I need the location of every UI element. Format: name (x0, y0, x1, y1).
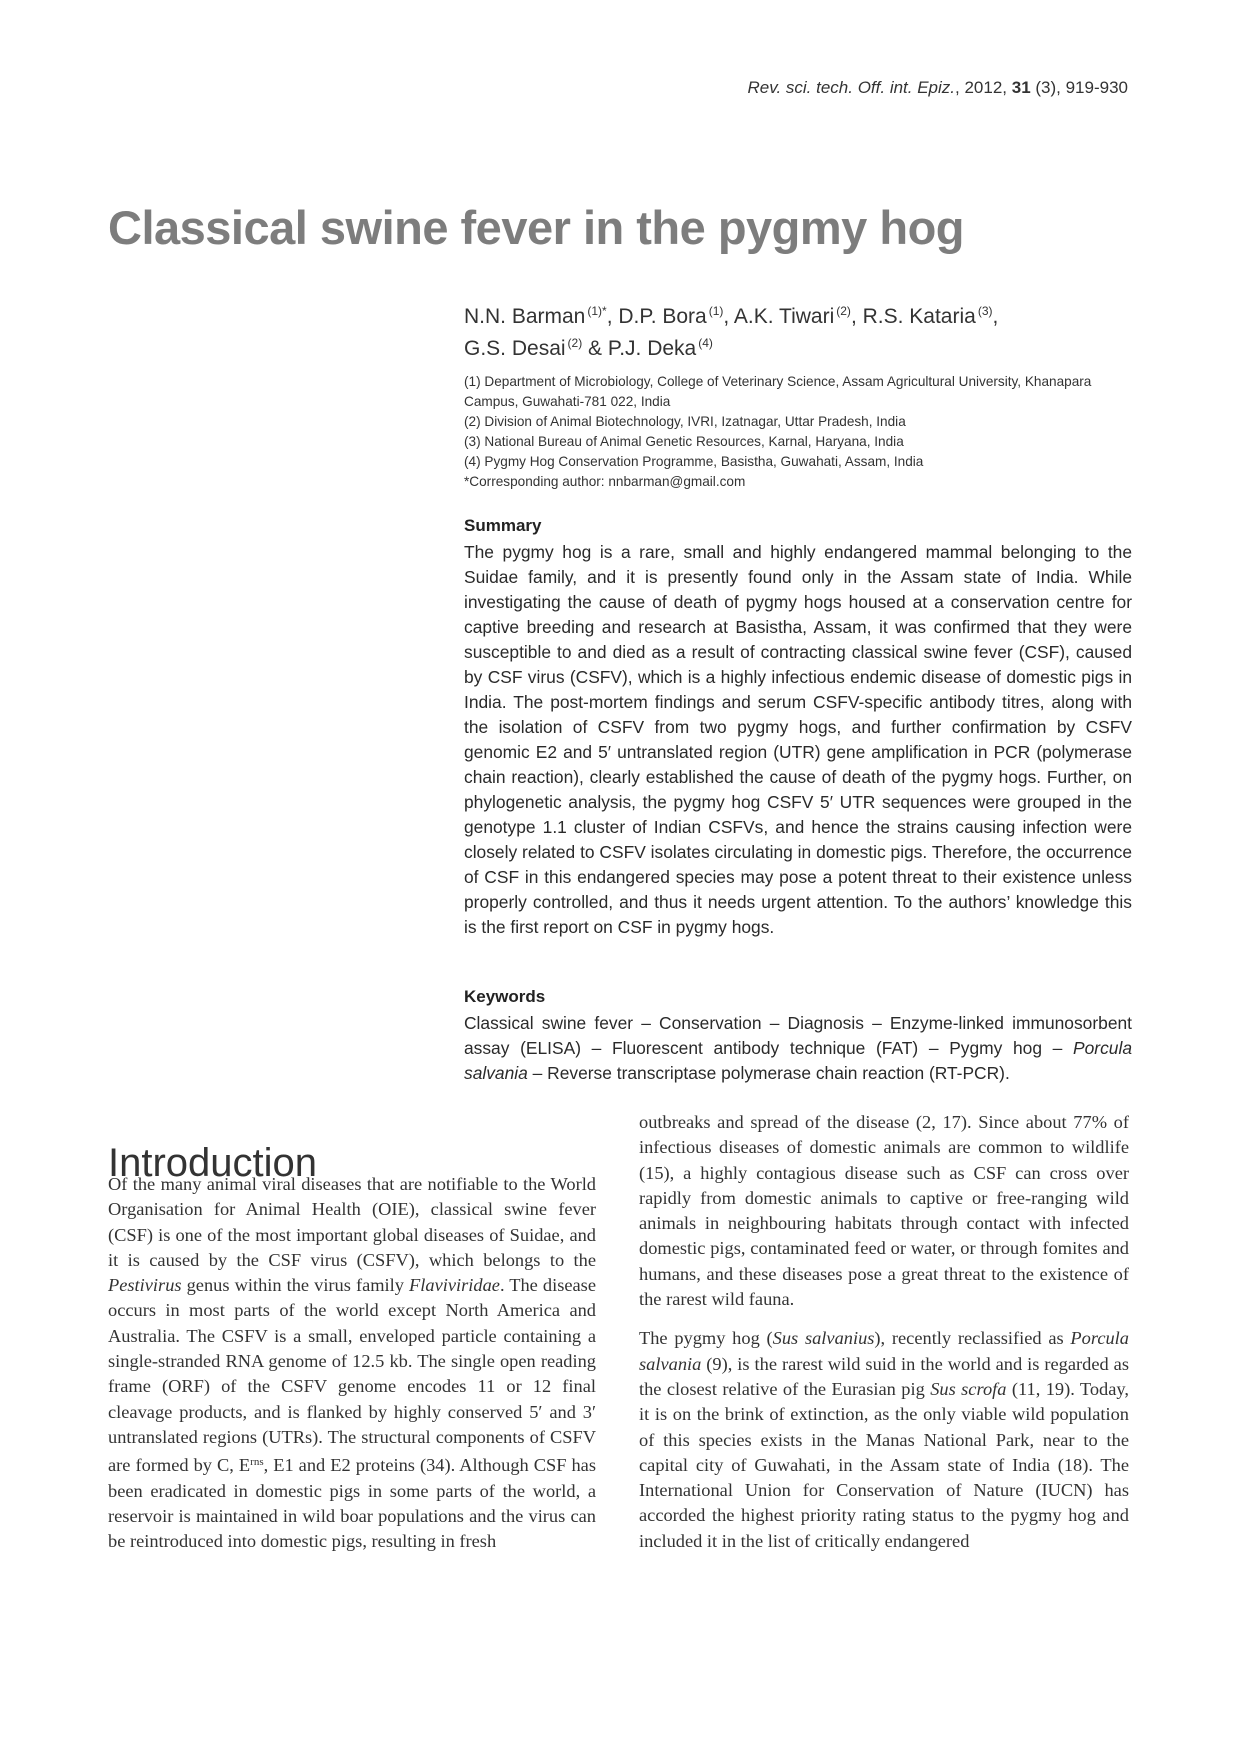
body-column-right (639, 1110, 1129, 1568)
summary-heading: Summary (464, 516, 542, 535)
author-name: N.N. Barman (464, 305, 586, 328)
keywords-text (464, 1011, 1132, 1086)
affiliation-line: Campus, Guwahati-781 022, India (464, 394, 671, 409)
author-name: , A.K. Tiwari (723, 305, 835, 328)
affiliation-line: (3) National Bureau of Animal Genetic Resources, Karnal, Haryana, India (464, 434, 904, 449)
author-affiliation-mark: (2) (567, 336, 583, 350)
body-paragraph (639, 1326, 1129, 1554)
italic-term: Flaviviridae (409, 1275, 500, 1296)
keywords-part: – Reverse transcriptase polymerase chain reaction (RT-PCR). (527, 1063, 1010, 1083)
body-column-left (108, 1172, 596, 1568)
corresponding-author: *Corresponding author: nnbarman@gmail.com (464, 474, 746, 489)
text-run: , E1 and E2 proteins (34). Although CSF has been eradicated in domestic pigs in some parts of the world, a reservoir is maintained in wild boar populations and the virus can be reintroduced into domestic pigs, resulting in fresh (108, 1455, 597, 1552)
author-affiliation-mark: (1) (708, 304, 724, 318)
text-run: (9), is the rarest wild suid in the world and is regarded as the closest relative of the Eurasian pig (639, 1353, 1129, 1399)
author-name: , D.P. Bora (606, 305, 707, 328)
author-affiliation-mark: (4) (698, 336, 713, 350)
author-list (464, 298, 1144, 362)
author-name: & P.J. Deka (582, 337, 697, 360)
journal-year: , 2012, (955, 78, 1012, 97)
author-name: G.S. Desai (464, 337, 566, 360)
author-name: , R.S. Kataria (850, 305, 976, 328)
italic-term: Sus scrofa (930, 1378, 1007, 1399)
text-run: Of the many animal viral diseases that are notifiable to the World Organisation for Animal Health (OIE), classical swine fever (CSF) is one of the most important global diseases of Suidae, and it is caused by the CSF virus (CSFV), which belongs to the (108, 1174, 596, 1270)
article-title: Classical swine fever in the pygmy hog (108, 201, 965, 254)
keyword-species: Porcula salvania (464, 1038, 1132, 1083)
keywords-part: Classical swine fever – Conservation – Diagnosis – Enzyme-linked immunosorbent assay (ELISA) – Fluorescent antibody technique (FAT) – Pygmy hog – (464, 1013, 1132, 1058)
body-paragraph: outbreaks and spread of the disease (2, 17). Since about 77% of infectious diseases of domestic animals are common to wildlife (15), a highly contagious disease such as CSF can cross over rapidly from domestic animals to captive or free-ranging wild animals in neighbouring habitats through contact with infected domestic pigs, contaminated feed or water, or through fomites and humans, and these diseases pose a great threat to the existence of the rarest wild fauna. (639, 1112, 1129, 1310)
superscript: rns (250, 1456, 264, 1469)
author-affiliation-mark: (1)* (587, 304, 607, 318)
italic-term: Pestivirus (108, 1275, 182, 1296)
text-run: . The disease occurs in most parts of the world except North America and Australia. The CSFV is a small, enveloped particle containing a single-stranded RNA genome of 12.5 kb. The single open reading frame (ORF) of the CSFV genome encodes 11 or 12 final cleavage products, and is flanked by highly conserved 5′ and 3′ untranslated regions (UTRs). The structural components of CSFV are formed by C, E (108, 1275, 596, 1476)
author-affiliation-mark: (2) (836, 304, 851, 318)
text-run: (11, 19). Today, it is on the brink of extinction, as the only viable wild population of this species exists in the Manas National Park, near to the capital city of Guwahati, in the Assam state of India (18). The International Union for Conservation of Nature (IUCN) has accorded the highest priority rating status to the pygmy hog and included it in the list of critically endangered (639, 1378, 1130, 1551)
summary-text: The pygmy hog is a rare, small and highly endangered mammal belonging to the Suidae family, and it is presently found only in the Assam state of India. While investigating the cause of death of pygmy hogs housed at a conservation centre for captive breeding and research at Basistha, Assam, it was confirmed that they were susceptible to and died as a result of contracting classical swine fever (CSF), caused by CSF virus (CSFV), which is a highly infectious endemic disease of domestic pigs in India. The post-mortem findings and serum CSFV-specific antibody titres, along with the isolation of CSFV from two pygmy hogs, and further confirmation by CSFV genomic E2 and 5′ untranslated region (UTR) gene amplification in PCR (polymerase chain reaction), clearly established the cause of death of the pygmy hogs. Further, on phylogenetic analysis, the pygmy hog CSFV 5′ UTR sequences were grouped in the genotype 1.1 cluster of Indian CSFVs, and hence the strains causing infection were closely related to CSFV isolates circulating in domestic pigs. Therefore, the occurrence of CSF in this endangered species may pose a potent threat to their existence unless properly controlled, and thus it needs urgent attention. To the authors’ knowledge this is the first report on CSF in pygmy hogs. (464, 542, 1132, 937)
text-run: The pygmy hog ( (639, 1328, 773, 1349)
text-run: ), recently reclassified as (874, 1328, 1071, 1349)
running-header (747, 78, 1128, 98)
author-separator: , (992, 305, 999, 328)
italic-term: Sus salvanius (772, 1328, 875, 1349)
journal-name: Rev. sci. tech. Off. int. Epiz. (747, 78, 956, 97)
affiliation-line: (2) Division of Animal Biotechnology, IVRI, Izatnagar, Uttar Pradesh, India (464, 414, 906, 429)
keywords-heading: Keywords (464, 987, 546, 1006)
journal-issue-pages: (3), 919-930 (1030, 78, 1128, 97)
affiliation-line: (4) Pygmy Hog Conservation Programme, Basistha, Guwahati, Assam, India (464, 454, 924, 469)
journal-volume: 31 (1011, 78, 1031, 97)
introduction-heading: Introduction (108, 1141, 318, 1186)
text-run: genus within the virus family (181, 1275, 410, 1296)
affiliations (464, 372, 1134, 492)
body-paragraph (108, 1172, 596, 1554)
affiliation-line: (1) Department of Microbiology, College of Veterinary Science, Assam Agricultural University, Khanapara (464, 374, 1092, 389)
author-affiliation-mark: (3) (977, 304, 993, 318)
italic-term: Porcula salvania (639, 1328, 1129, 1374)
